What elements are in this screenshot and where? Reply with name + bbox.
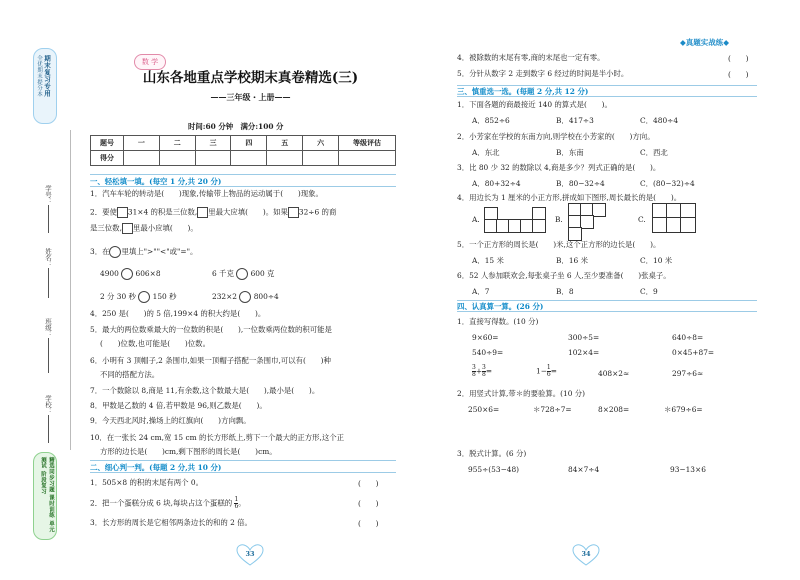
option-a[interactable]: A．东北 — [472, 148, 500, 157]
question-text — [457, 240, 660, 250]
compare-left: 4900 — [100, 269, 119, 278]
question-text: 6．小明有 3 顶帽子,2 条围巾,如果一顶帽子搭配一条围巾,可以有( )种 — [90, 356, 331, 365]
divider — [90, 472, 396, 473]
option-b[interactable]: B．16 米 — [556, 256, 588, 265]
table-header: 题号 — [91, 136, 124, 151]
divider — [90, 174, 396, 175]
question-text: 1．505×8 的积的末尾有两个 0。 — [90, 478, 204, 487]
fraction-denominator: 8 — [472, 371, 476, 378]
question-text: 3．脱式计算。(6 分) — [457, 449, 527, 458]
sidebar-top-text: 期末复习专用 — [43, 55, 51, 97]
question-text: 4．被除数的末尾有零,商的末尾也一定有零。 — [457, 53, 605, 62]
question-text: 1．直接写得数。(10 分) — [457, 317, 539, 326]
score-cell[interactable] — [267, 151, 303, 166]
mental-calc-item: 640÷8= — [672, 333, 704, 342]
table-header: 四 — [231, 136, 267, 151]
vertical-calc-item: 8×208= — [598, 405, 630, 414]
question-text-part: 。 — [238, 498, 246, 508]
unit-square — [580, 215, 594, 229]
expression-item: 93−13×6 — [670, 465, 706, 474]
unit-square — [592, 203, 606, 217]
compare-row — [100, 291, 177, 303]
school-label: 学校： — [44, 395, 52, 415]
divider — [457, 311, 757, 312]
unit-square — [532, 219, 546, 233]
fraction-numerator: 3 — [482, 364, 486, 371]
question-text: 8．甲数是乙数的 4 倍,若甲数是 96,则乙数是( )。 — [90, 401, 267, 410]
blank-box[interactable] — [122, 223, 133, 234]
table-header: 一 — [124, 136, 160, 151]
divider — [90, 186, 396, 187]
divider — [457, 96, 757, 97]
mental-calc-item — [536, 365, 557, 378]
question-text-part: 31×4 的积是三位数, — [127, 207, 198, 217]
section-heading-judge: 二、细心判一判。(每题 2 分,共 10 分) — [90, 463, 222, 472]
compare-right: 800÷4 — [253, 292, 279, 301]
student-number-field[interactable] — [48, 205, 49, 233]
mental-calc-item: 102×4= — [568, 348, 600, 357]
page-number: 33 — [245, 550, 255, 558]
question-text: 2．用竖式计算,带＊的要验算。(10 分) — [457, 389, 586, 398]
table-header: 三 — [195, 136, 231, 151]
compare-right: 150 秒 — [152, 292, 177, 301]
binding-sidebar — [0, 0, 92, 580]
sidebar-bottom-text: 精选同步习题 课时训练 单元测试 阶段复习 — [40, 457, 54, 533]
divider — [90, 460, 396, 461]
operator: = — [550, 366, 557, 376]
compare-left: 2 分 30 秒 — [100, 292, 136, 301]
question-text: 3．比 80 少 32 的数除以 4,商是多少？列式正确的是( )。 — [457, 163, 661, 172]
option-b[interactable]: B．东南 — [556, 148, 584, 157]
compare-circle[interactable] — [109, 246, 121, 258]
blank-box[interactable] — [197, 207, 208, 218]
question-text — [90, 223, 198, 234]
student-name-label: 姓名： — [44, 248, 52, 268]
compare-row — [212, 291, 279, 303]
table-header: 等级评估 — [339, 136, 396, 151]
option-c[interactable]: C．9 — [640, 287, 658, 296]
option-c[interactable]: C. — [638, 215, 646, 224]
mental-calc-item: 540÷9= — [472, 348, 504, 357]
score-cell[interactable] — [195, 151, 231, 166]
sidebar-top-subtext: 全优期末提分本 — [36, 55, 42, 97]
fraction-denominator: 6 — [546, 371, 551, 378]
fraction-denominator: 8 — [482, 371, 486, 378]
score-cell[interactable] — [159, 151, 195, 166]
question-text: 10．在一张长 24 cm,宽 15 cm 的长方形纸上,剪下一个最大的正方形,这个正 — [90, 433, 345, 442]
option-a[interactable]: A．15 米 — [472, 256, 504, 265]
option-c[interactable]: C．(80−32)÷4 — [640, 179, 695, 188]
question-text: 5．最大的两位数乘最大的一位数的积是( ),一位数乘两位数的积可能是 — [90, 325, 332, 334]
sidebar-top-label — [33, 48, 57, 124]
expression-item: 84×7÷4 — [568, 465, 600, 474]
question-text — [90, 497, 246, 510]
class-label: 班级： — [44, 318, 52, 338]
table-header: 二 — [159, 136, 195, 151]
table-header: 五 — [267, 136, 303, 151]
unit-square — [568, 227, 582, 241]
mental-calc-item — [472, 365, 492, 378]
question-text: 7．一个数除以 8,商是 11,有余数,这个数最大是( ),最小是( )。 — [90, 386, 320, 395]
question-text-part: 2．要使 — [90, 207, 117, 217]
fraction-numerator: 1 — [546, 364, 551, 371]
option-b[interactable]: B．8 — [556, 287, 574, 296]
option-a[interactable]: A．80+32÷4 — [472, 179, 521, 188]
question-text: ( )位数,也可能是( )位数。 — [100, 339, 210, 348]
question-text: 3．长方形的周长是它相邻两条边长的和的 2 倍。 — [90, 518, 252, 527]
student-number-label: 学号： — [44, 185, 52, 205]
page-title: 山东各地重点学校期末真卷精选(三) — [142, 70, 359, 86]
mental-calc-item: 0×45+87= — [672, 348, 715, 357]
score-cell[interactable] — [124, 151, 160, 166]
school-field[interactable] — [48, 415, 49, 443]
option-b[interactable]: B．80−32÷4 — [556, 179, 605, 188]
page-number: 34 — [581, 550, 591, 558]
compare-circle[interactable] — [239, 291, 251, 303]
compare-right: 600 克 — [250, 269, 275, 278]
table-row-label: 得分 — [91, 151, 124, 166]
score-table — [90, 135, 396, 166]
answer-paren[interactable]: ( ) — [358, 479, 379, 488]
question-text-part: 3．在 — [90, 247, 110, 256]
option-a[interactable]: A．852÷6 — [472, 116, 510, 125]
question-text-part: 5．一个正方形的周长是( )米,这个正方形的边长是( )。 — [457, 240, 661, 249]
question-text-part: 32÷6 的商 — [298, 207, 337, 217]
option-a[interactable]: A. — [472, 215, 480, 224]
sidebar-bottom-label — [33, 452, 57, 540]
unit-square — [680, 217, 696, 233]
compare-circle[interactable] — [236, 268, 248, 280]
vertical-calc-item: 250×6= — [468, 405, 500, 414]
question-text-part: 是三位数, — [90, 223, 122, 233]
operator: + — [475, 366, 483, 376]
question-text — [90, 207, 336, 218]
answer-paren[interactable]: ( ) — [358, 519, 379, 528]
option-c[interactable]: C．480÷4 — [640, 116, 679, 125]
question-text: 9．今天西北风时,操场上的红旗向( )方向飘。 — [90, 416, 251, 425]
question-text-part: 里最大应填( )。如果 — [208, 207, 288, 217]
time-info: 时间:60 分钟 满分:100 分 — [188, 122, 284, 131]
vertical-calc-item: ＊679÷6= — [664, 405, 703, 414]
option-c[interactable]: C．10 米 — [640, 256, 673, 265]
question-text — [90, 246, 197, 258]
table-header: 六 — [303, 136, 339, 151]
mental-calc-item: 408×2≈ — [598, 369, 630, 378]
student-name-field[interactable] — [48, 268, 49, 298]
score-table-score-row — [91, 151, 396, 166]
fold-line — [70, 130, 71, 450]
question-text: 不同的搭配方法。 — [100, 370, 160, 379]
question-text: 1．下面各题的商最接近 140 的算式是( )。 — [457, 100, 612, 109]
subject-badge: 数 学 — [134, 54, 166, 70]
operator: 1− — [536, 366, 547, 376]
score-cell[interactable] — [231, 151, 267, 166]
question-text-part: 2．把一个蛋糕分成 6 块,每块占这个蛋糕的 — [90, 498, 233, 508]
option-b[interactable]: B. — [555, 215, 563, 224]
compare-circle[interactable] — [121, 268, 133, 280]
blank-box[interactable] — [117, 207, 128, 218]
section-heading-calc: 四、认真算一算。(26 分) — [457, 302, 544, 311]
question-text: 1．汽车车轮的转动是( )现象,传输带上物品的运动属于( )现象。 — [90, 189, 323, 198]
option-a[interactable]: A．7 — [472, 287, 490, 296]
option-c[interactable]: C．西北 — [640, 148, 668, 157]
question-text: 5．分针从数字 2 走到数字 6 经过的时间是半小时。 — [457, 69, 629, 78]
question-text-part: 里最小应填( )。 — [132, 223, 198, 233]
expression-item: 955÷(53−48) — [468, 465, 520, 474]
question-text: 4．用边长为 1 厘米的小正方形,拼成如下图形,周长最长的是( )。 — [457, 193, 682, 202]
class-field[interactable] — [48, 338, 49, 373]
question-text-part: 里填上">""<"或"="。 — [121, 247, 198, 256]
compare-left: 6 千克 — [212, 269, 234, 278]
answer-paren[interactable]: ( ) — [728, 54, 749, 63]
section-heading-choose: 三、慎重选一选。(每题 2 分,共 12 分) — [457, 87, 589, 96]
vertical-calc-item: ＊728÷7= — [533, 405, 572, 414]
score-table-header-row — [91, 136, 396, 151]
option-b[interactable]: B．417÷3 — [556, 116, 594, 125]
compare-right: 606×8 — [135, 269, 161, 278]
question-text: 6．52 人参加联欢会,每张桌子坐 6 人,至少要准备( )张桌子。 — [457, 271, 671, 280]
compare-row — [100, 268, 161, 280]
score-cell[interactable] — [303, 151, 339, 166]
top-right-banner: ◆真题实战练◆ — [680, 38, 730, 47]
mental-calc-item: 300÷5= — [568, 333, 600, 342]
compare-left: 232×2 — [212, 292, 238, 301]
score-cell[interactable] — [339, 151, 396, 166]
blank-box[interactable] — [288, 207, 299, 218]
fraction-numerator: 3 — [472, 364, 476, 371]
mental-calc-item: 9×60= — [472, 333, 499, 342]
section-heading-fill: 一、轻松填一填。(每空 1 分,共 20 分) — [90, 177, 222, 186]
fraction-numerator: 1 — [234, 496, 239, 503]
compare-row — [212, 268, 274, 280]
mental-calc-item: 297÷6≈ — [672, 369, 704, 378]
question-text: 4．250 是( )的 5 倍,199×4 的积大约是( )。 — [90, 309, 266, 318]
answer-paren[interactable]: ( ) — [728, 70, 749, 79]
answer-paren[interactable]: ( ) — [358, 499, 379, 508]
compare-circle[interactable] — [138, 291, 150, 303]
fraction-denominator: 6 — [234, 503, 239, 510]
grade-subtitle: ——三年级・上册—— — [210, 92, 291, 102]
question-text: 2．小芳家在学校的东南方向,则学校在小芳家的( )方向。 — [457, 132, 655, 141]
question-text: 方形的边长是( )cm,剩下图形的周长是( )cm。 — [100, 447, 277, 456]
operator: = — [485, 366, 493, 376]
